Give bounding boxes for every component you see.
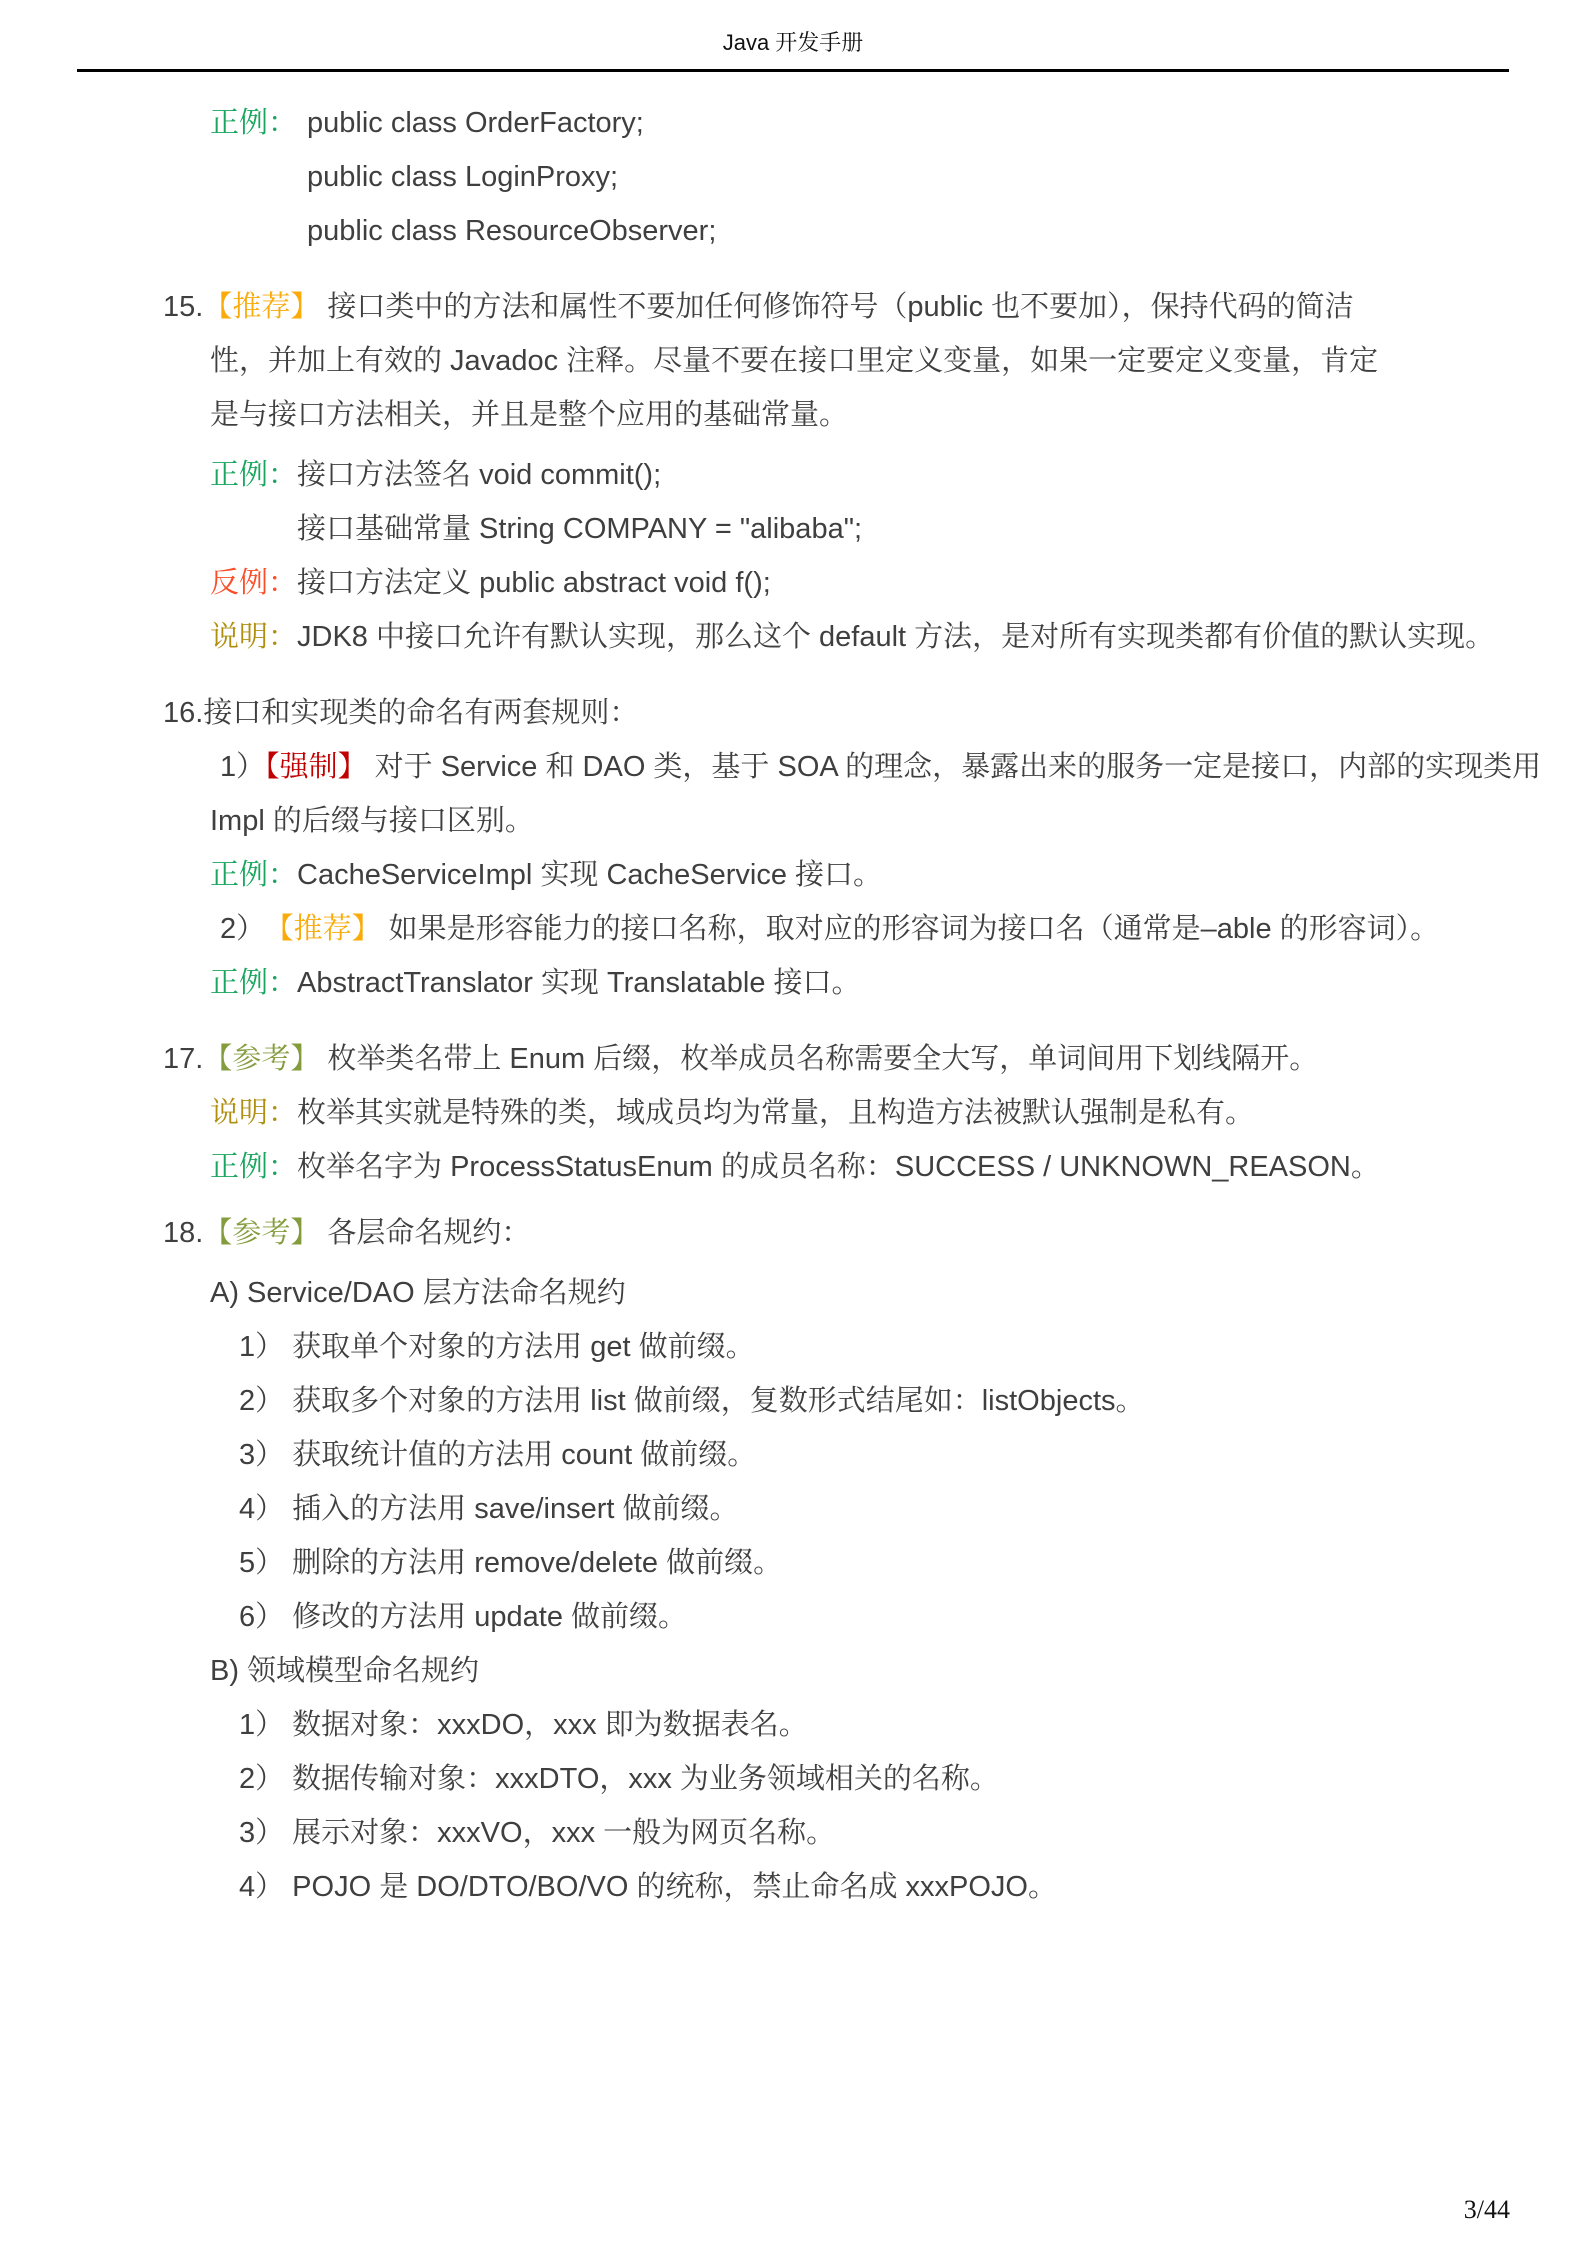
cankao-tag: 【参考】 bbox=[203, 1217, 320, 1249]
note-text: JDK8 中接口允许有默认实现，那么这个 default 方法，是对所有实现类都有价值的默认实现。 bbox=[297, 621, 1495, 653]
example-text: 接口方法定义 public abstract void f(); bbox=[297, 567, 771, 599]
example-text: AbstractTranslator 实现 Translatable 接口。 bbox=[297, 967, 861, 999]
zhengli-label: 正例： bbox=[210, 459, 298, 491]
item-15-heading-line-2 bbox=[0, 334, 1586, 388]
section-a-item-6 bbox=[0, 1590, 1586, 1644]
page-content bbox=[0, 72, 1586, 1914]
note-text: 枚举其实就是特殊的类，域成员均为常量，且构造方法被默认强制是私有。 bbox=[297, 1097, 1255, 1129]
sub-number: 1） bbox=[220, 751, 266, 783]
rule-text: Impl 的后缀与接口区别。 bbox=[210, 805, 534, 837]
list-item-text: 4） 插入的方法用 save/insert 做前缀。 bbox=[239, 1493, 739, 1525]
rule-text: 接口和实现类的命名有两套规则： bbox=[203, 697, 639, 729]
code-text: public class OrderFactory; bbox=[307, 107, 644, 139]
section-heading-text: B) 领域模型命名规约 bbox=[210, 1655, 480, 1687]
item-16-sub1-line-2 bbox=[0, 794, 1586, 848]
section-a-heading bbox=[0, 1266, 1586, 1320]
section-a-item-1 bbox=[0, 1320, 1586, 1374]
section-b-heading bbox=[0, 1644, 1586, 1698]
list-item-text: 2） 数据传输对象：xxxDTO，xxx 为业务领域相关的名称。 bbox=[239, 1763, 999, 1795]
code-text: public class ResourceObserver; bbox=[307, 215, 717, 247]
rule-text: 各层命名规约： bbox=[327, 1217, 531, 1249]
example-text: CacheServiceImpl 实现 CacheService 接口。 bbox=[297, 859, 883, 891]
item-15-shuoming-line bbox=[0, 610, 1586, 664]
item-17-zhengli-line bbox=[0, 1140, 1586, 1194]
item-16-sub2-line bbox=[0, 902, 1586, 956]
rule-text: 如果是形容能力的接口名称，取对应的形容词为接口名（通常是–able 的形容词）。 bbox=[388, 913, 1440, 945]
item-16-sub1-zhengli-line bbox=[0, 848, 1586, 902]
list-item-text: 1） 数据对象：xxxDO，xxx 即为数据表名。 bbox=[239, 1709, 808, 1741]
zhengli-label: 正例： bbox=[210, 967, 298, 999]
example-text: 枚举名字为 ProcessStatusEnum 的成员名称：SUCCESS / UNKNOWN_REASON。 bbox=[297, 1151, 1380, 1183]
example-text: 接口方法签名 void commit(); bbox=[297, 459, 662, 491]
tuijian-tag: 【推荐】 bbox=[279, 913, 381, 945]
rule-text: 性，并加上有效的 Javadoc 注释。尽量不要在接口里定义变量，如果一定要定义变量，肯定 bbox=[210, 345, 1379, 377]
section-a-item-3 bbox=[0, 1428, 1586, 1482]
tuijian-tag: 【推荐】 bbox=[203, 291, 320, 323]
top-example-line-1 bbox=[0, 96, 1586, 150]
cankao-tag: 【参考】 bbox=[203, 1043, 320, 1075]
rule-text: 枚举类名带上 Enum 后缀，枚举成员名称需要全大写，单词间用下划线隔开。 bbox=[327, 1043, 1319, 1075]
item-16-heading-line bbox=[0, 686, 1586, 740]
item-number: 17. bbox=[163, 1043, 204, 1075]
qiangzhi-tag: 【强制】 bbox=[265, 751, 367, 783]
rule-text: 对于 Service 和 DAO 类，基于 SOA 的理念，暴露出来的服务一定是接口，内部的实现类用 bbox=[374, 751, 1542, 783]
item-15-zhengli-line-2 bbox=[0, 502, 1586, 556]
top-example-line-2 bbox=[0, 150, 1586, 204]
item-15-heading-line-3 bbox=[0, 388, 1586, 442]
section-heading-text: A) Service/DAO 层方法命名规约 bbox=[210, 1277, 626, 1309]
list-item-text: 6） 修改的方法用 update 做前缀。 bbox=[239, 1601, 687, 1633]
item-15-heading-line-1 bbox=[0, 280, 1586, 334]
shuoming-label: 说明： bbox=[210, 621, 298, 653]
zhengli-label: 正例： bbox=[210, 107, 298, 139]
zhengli-label: 正例： bbox=[210, 1151, 298, 1183]
item-15-zhengli-line-1 bbox=[0, 448, 1586, 502]
list-item-text: 3） 展示对象：xxxVO，xxx 一般为网页名称。 bbox=[239, 1817, 836, 1849]
list-item-text: 4） POJO 是 DO/DTO/BO/VO 的统称，禁止命名成 xxxPOJO。 bbox=[239, 1871, 1057, 1903]
list-item-text: 3） 获取统计值的方法用 count 做前缀。 bbox=[239, 1439, 757, 1471]
section-b-item-2 bbox=[0, 1752, 1586, 1806]
section-b-item-1 bbox=[0, 1698, 1586, 1752]
list-item-text: 2） 获取多个对象的方法用 list 做前缀，复数形式结尾如：listObjects。 bbox=[239, 1385, 1145, 1417]
section-b-item-3 bbox=[0, 1806, 1586, 1860]
zhengli-label: 正例： bbox=[210, 859, 298, 891]
code-text: public class LoginProxy; bbox=[307, 161, 619, 193]
item-number: 16. bbox=[163, 697, 204, 729]
item-17-shuoming-line bbox=[0, 1086, 1586, 1140]
item-15-fanli-line bbox=[0, 556, 1586, 610]
item-number: 18. bbox=[163, 1217, 204, 1249]
section-a-item-2 bbox=[0, 1374, 1586, 1428]
top-example-line-3 bbox=[0, 204, 1586, 258]
rule-text: 是与接口方法相关，并且是整个应用的基础常量。 bbox=[210, 399, 849, 431]
fanli-label: 反例： bbox=[210, 567, 298, 599]
shuoming-label: 说明： bbox=[210, 1097, 298, 1129]
sub-number: 2） bbox=[220, 913, 266, 945]
example-text: 接口基础常量 String COMPANY = "alibaba"; bbox=[297, 513, 863, 545]
page-number: 3/44 bbox=[1463, 2195, 1510, 2224]
section-a-item-5 bbox=[0, 1536, 1586, 1590]
document-title: Java 开发手册 bbox=[722, 30, 864, 55]
item-17-heading-line bbox=[0, 1032, 1586, 1086]
item-16-sub1-line-1 bbox=[0, 740, 1586, 794]
item-number: 15. bbox=[163, 291, 204, 323]
list-item-text: 1） 获取单个对象的方法用 get 做前缀。 bbox=[239, 1331, 755, 1363]
list-item-text: 5） 删除的方法用 remove/delete 做前缀。 bbox=[239, 1547, 783, 1579]
rule-text: 接口类中的方法和属性不要加任何修饰符号（public 也不要加），保持代码的简洁 bbox=[327, 291, 1354, 323]
section-b-item-4 bbox=[0, 1860, 1586, 1914]
section-a-item-4 bbox=[0, 1482, 1586, 1536]
item-18-heading-line bbox=[0, 1206, 1586, 1260]
item-16-sub2-zhengli-line bbox=[0, 956, 1586, 1010]
